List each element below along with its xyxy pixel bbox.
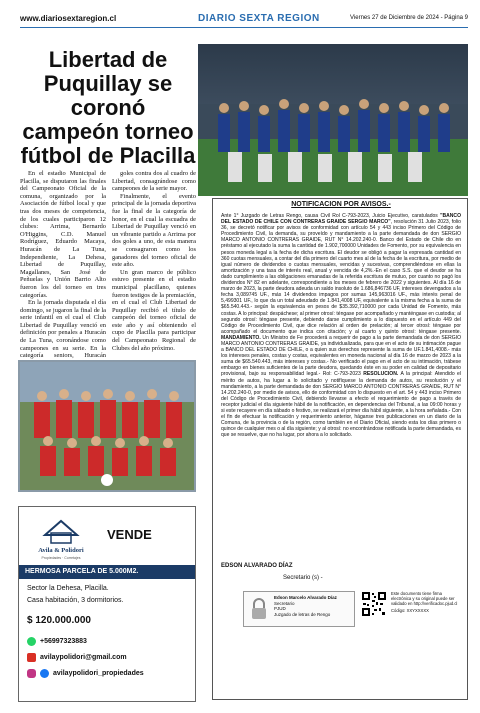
article-paragraph: Finalmente, el evento principal de la jornada deportiva fue la final de la categoría de honor, en el cual la escuadra de Libertad de Puquillay venció en un vibrante partido a Arrima por dos goles a uno, de esta manera se consagraron como los ganadores del torneo oficial de este año. [112, 192, 196, 269]
social-handle[interactable]: avilaypolidori_propiedades [53, 670, 144, 677]
ad-headline: VENDE [107, 527, 152, 542]
real-estate-ad [18, 506, 196, 702]
article-headline: Libertad de Puquillay se coronó campeón torneo fútbol de Placilla [20, 47, 196, 168]
case-title: "BANCO DEL ESTADO DE CHILE CON CONTRERAS GRAIDE SERGIO MARCO" [221, 213, 461, 226]
signer-name: EDSON ALVARADO DÍAZ [221, 563, 293, 569]
article-paragraph: En la jornada disputada el día domingo, se jugaron la final de la serie infantil en el cual el Club Libertad de Puquillay venció en definición por penales a Huracán de La Tuna, coronándose como campeones en su serie. En la categoría seniors, Huracán [20, 299, 106, 360]
ad-social[interactable] [27, 669, 144, 678]
verify-info: Este documento tiene firma electrónica y su original puede ser validado en http://verificadoc.pjud.cl [391, 591, 458, 606]
ad-location: Sector la Dehesa, Placilla. [27, 585, 109, 592]
electronic-signature-stamp [243, 591, 355, 627]
article-paragraph: goles contra dos al cuadro de Libertad, consagrándose como campeones de la serie mayor. [112, 170, 196, 193]
team-photo [18, 360, 196, 492]
verify-code: Código: XXYXXXXX [391, 608, 429, 613]
facebook-icon [40, 669, 49, 678]
article-paragraph: En el estadio Municipal de Placilla, se disputaron las finales del Campeonato Oficial de la comuna, organizado por la Asociación de fútbol local y que tras dos meses de competencia, de los cuales participaron 12 clubes: Arrima, Bernardo O'Higgins, C.D. Manuel Rodríguez, Eduardo Macaya, Huracán de La Tuna, Independiente, La Dehesa, Libertad de Puquillay, Magallanes, San José de Peñuelas y Unión Barrio Alto fueron los del torneo en tres categorías. [20, 170, 106, 299]
article-column-1 [20, 170, 106, 367]
svg-text:Propiedades · Corretajes: Propiedades · Corretajes [41, 556, 81, 560]
verification-text [391, 591, 463, 613]
ad-phone[interactable] [27, 637, 87, 646]
whatsapp-icon [27, 637, 36, 646]
ad-description: Casa habitación, 3 dormitorios. [27, 597, 124, 604]
notice-text: A la principal: Atendido el mérito de autos, ha lugar a lo solicitado y notifíquese la demanda de autos, su resolución y el mandamiento, a la parte demandada de don SERGIO MARCO ANTONIO CONTRERAS GRAIDE, RUT N° 14.202.240-0, por medio de avisos, ello de conformidad con lo dispuesto en el art. 54 y 443 inciso Primero del Código de Procedimiento Civil, debiendo llevarse a efecto el requerimiento de pago a través de receptor judicial el día siguiente hábil de la notificación, en dependencias del Tribunal, a las 09:00 horas y si este recayere en día sábado o festivo, se realizará el primer día hábil siguiente, a la hora señalada.- Con el fin de efectuar la notificación y requerimiento anterior, háganse tres publicaciones en un diario de la Comuna, de la provincia o de la región, como también en el Diario Oficial, siendo esta los días primero o quince de cualquier mes o al día siguiente; y al otrosí: no encontrándose notificada la parte demandada, es que se resuelve, que no ha lugar, por ahora a lo solicitado. [221, 371, 461, 439]
article-column-2 [112, 170, 196, 352]
page-header [20, 14, 468, 28]
legal-notice [212, 198, 468, 700]
newspaper-name: DIARIO SEXTA REGION [198, 13, 320, 24]
svg-text:Avila & Polidori: Avila & Polidori [38, 547, 84, 554]
notice-text: , resolución 31 Julio 2023, folio 36, se decretó notificar por avisos de conformidad con artículo 54 y 443 inciso Primero del Código de Procedimiento Civil, la demanda, su proveído y mandamiento a la parte demandada de don SERGIO MARCO ANTONIO CONTRERAS GRAIDE, RUT N° 14.202.240-0. Banco del Estado de Chile dio en préstamo al ejecutado la suma la cantidad de 1.902,700000 Unidades de Fomento, por su equivalencia en pesos moneda legal a la fecha de dicha escritura. El deudor se obligó a pagar la expresada cantidad en 360 cuotas mensuales, a contar del día primero del cuarto mes al de la fecha de la escritura, por medio de igual número de dividendos o cuotas mensuales, vencidas y sucesivas, comprendiéndose en ellas la amortización y una tasa de interés real, anual y vencida de 4,2%.-En el caso S.S. que el deudor se ha dado cumplimiento a las obligaciones emanadas de la referida escritura de mutuo, por cuanto no pagó los dividendos N° 82 en adelante, correspondiente a los meses de febrero de 2022 y siguientes. Al día 16 de marzo de 2023, la parte deudora adeuda un saldo insoluto de 1.686,846736 UF, intereses devengados a la fecha 3,089745 UF., más 14 dividendos impagos por sumas 145,963016 UF., más interés penal de 5,499301 UF., lo que da un total adeudado de 1.841,4008 UF, equivalente a la misma fecha a la suma de $65.540.443.- según la equivalencia en pesos de $35.392,710000 por cada Unidad de Fomento, más costas. A lo principal: despáchese; al primer otrosí: téngase por acompañado y manténgase en custodia; al segundo otrosí: téngase presente, debiendo darse cumplimiento a lo dispuesto en el artículo 449 del Código de Procedimiento Civil, que dice relación al orden de prelación; al tercer otrosí: téngase por acompañado el documento que indica con citación; y al cuarto y quinto otrosí: téngase presente. [221, 219, 461, 335]
signer-role: Secretario (s) - [283, 575, 323, 581]
stadium-photo [198, 44, 468, 196]
resolucion-label: RESOLUCION. [363, 371, 399, 378]
site-url[interactable]: www.diariosextaregion.cl [20, 14, 117, 23]
stamp-role: Secretario [274, 600, 295, 606]
stamp-name: Edson Marcelo Alvarado Díaz [274, 595, 337, 600]
notice-title: NOTIFICACION POR AVISOS.- [291, 201, 391, 208]
stamp-sub: Juzgado de letras de Rengo [274, 611, 331, 617]
ad-email[interactable] [27, 653, 127, 662]
issue-date: Viernes 27 de Diciembre de 2024 - Página 9 [350, 15, 468, 21]
mandamiento-label: MANDAMIENTO. [221, 334, 261, 341]
instagram-icon [27, 669, 36, 678]
ad-banner: HERMOSA PARCELA DE 5.000M2. [19, 565, 195, 579]
lock-icon [250, 598, 268, 620]
article-paragraph: Un gran marco de público estuvo presente en el estadio municipal placillano, quienes fueron testigos de la premiación, en el cual el Club Libertad de Puquillay recibió el título de campeón del torneo oficial de este año y así obteniendo el cupo de Placilla para participar del Campeonato Regional de Clubes del año próximo. [112, 268, 196, 352]
notice-body [221, 213, 461, 438]
ad-price: $ 120.000.000 [27, 615, 91, 626]
stamp-court: PJUD [274, 606, 286, 612]
notice-text: Un Ministro de Fe procederá a requerir de pago a la parte demandada de don SERGIO MARCO ANTONIO CONTRERAS GRAIDE, ya individualizada, para que en el acto de su intimación pague a BANCO DEL ESTADO DE CHILE, o a quien sus derechos represente la suma de UF.1.841,4008.- más los intereses penales, costas y costas, equivalentes en moneda nacional al día 16 de marzo de 2023 a la suma de $65.540.443, más intereses y costas.- No verificado el pago en el acto de su intimación, trábese embargo en bienes suficientes de la parte deudora, quedando éste en su poder en calidad de depositario provisional, bajo su responsabilidad legal.- Rol: C-793-2023 [221, 334, 461, 378]
gmail-icon [27, 653, 36, 662]
email-address[interactable]: avilaypolidori@gmail.com [40, 654, 127, 661]
phone-number[interactable]: +56997323883 [40, 638, 87, 645]
notice-text: Ante 1° Juzgado de Letras Rengo, causa Civil Rol C-793-2023, Juicio Ejecutivo, caratulados [221, 213, 441, 219]
agency-logo [31, 515, 91, 561]
qr-code[interactable] [361, 591, 387, 617]
